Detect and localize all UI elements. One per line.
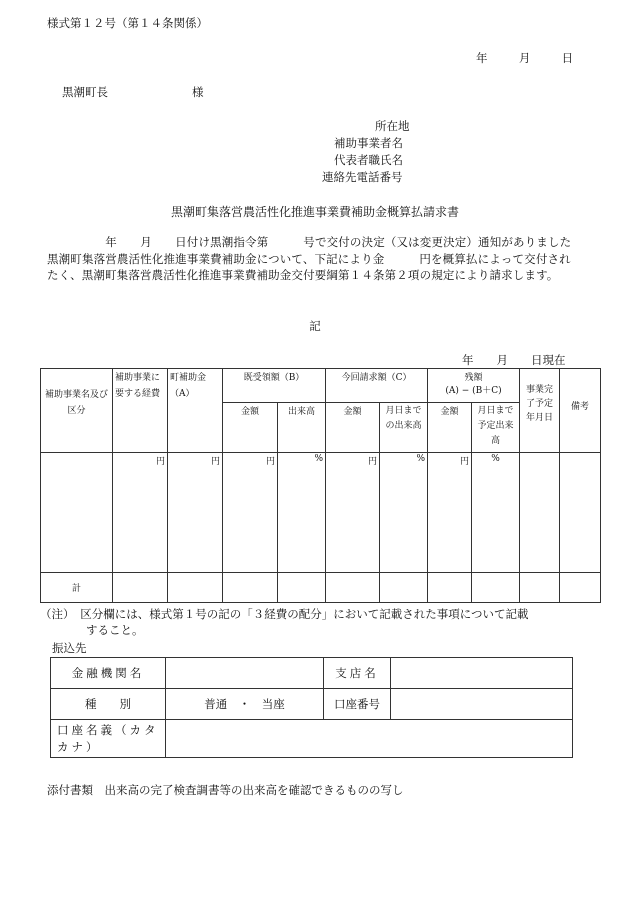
header-completion: 事業完了予定年月日 [520, 369, 560, 453]
bank-holder-label: 口座名義（カタカナ） [51, 720, 166, 758]
bank-institution-label: 金融機関名 [51, 658, 166, 689]
total-label: 計 [41, 573, 113, 603]
unit-town: 円 [168, 453, 223, 573]
bank-type-label: 種 別 [51, 689, 166, 720]
applicant-representative: 代表者職氏名 [334, 153, 403, 167]
addressee-name: 黒潮町長 [62, 85, 108, 99]
bank-type-value: 普通 ・ 当座 [166, 689, 324, 720]
bank-account-no-label: 口座番号 [324, 689, 391, 720]
header-remarks: 備考 [560, 369, 601, 453]
header-cost: 補助事業に要する経費 [113, 369, 168, 453]
bank-institution-value [166, 658, 324, 689]
sub-remain-amount: 金額 [428, 403, 472, 453]
note-line-2: すること。 [86, 623, 144, 637]
applicant-address: 所在地 [375, 119, 410, 133]
addressee-honorific: 様 [192, 85, 204, 99]
date-day: 日 [561, 51, 574, 65]
sub-received-progress: 出来高 [278, 403, 326, 453]
applicant-phone: 連絡先電話番号 [322, 170, 403, 184]
bank-account-no-value [391, 689, 573, 720]
document-title: 黒潮町集落営農活性化推進事業費補助金概算払請求書 [170, 205, 459, 219]
header-current: 今回請求額（C） [326, 369, 428, 403]
form-number: 様式第１２号（第１４条関係） [47, 16, 208, 30]
unit-remain-progress: % [472, 453, 520, 573]
sub-received-amount: 金額 [223, 403, 278, 453]
unit-remain-amount: 円 [428, 453, 472, 573]
bank-branch-label: 支店名 [324, 658, 391, 689]
note-line-1: （注） 区分欄には、様式第１号の記の「３経費の配分」において記載された事項について記載 [40, 607, 529, 621]
unit-current-amount: 円 [326, 453, 380, 573]
attachments: 添付書類 出来高の完了検査調書等の出来高を確認できるものの写し [47, 783, 404, 797]
transfer-label: 振込先 [52, 641, 87, 655]
sub-current-until: 月日までの出来高 [380, 403, 428, 453]
sub-remain-until: 月日まで予定出来高 [472, 403, 520, 453]
applicant-business-name: 補助事業者名 [334, 136, 403, 150]
as-of-date: 年 月 日現在 [462, 353, 566, 367]
sub-current-amount: 金額 [326, 403, 380, 453]
ki-heading: 記 [309, 319, 321, 333]
budget-table [40, 368, 601, 603]
note [40, 606, 529, 638]
unit-received-progress: % [278, 453, 326, 573]
unit-current-progress: % [380, 453, 428, 573]
addressee [62, 84, 204, 100]
date-line [476, 50, 573, 66]
date-year: 年 [476, 51, 488, 65]
header-received: 既受領額（B） [223, 369, 326, 403]
cell-remarks [560, 453, 601, 573]
header-remaining [428, 369, 520, 403]
unit-received-amount: 円 [223, 453, 278, 573]
request-body: 年 月 日付け黒潮指令第 号で交付の決定（又は変更決定）通知がありました黒潮町集落営農活性化推進事業費補助金について、下記により金 円を概算払によって交付されたく、黒潮町集落営農活性化推進事業費補助金交付要綱第１４条第２項の規定により請求します。 [47, 235, 572, 282]
date-month: 月 [518, 51, 531, 65]
header-remaining-label: 残額 [464, 373, 483, 383]
cell-project [41, 453, 113, 573]
header-remaining-formula: (A) − (B＋C) [445, 386, 502, 396]
header-project: 補助事業名及び区分 [41, 369, 113, 453]
bank-table [50, 657, 573, 758]
cell-completion [520, 453, 560, 573]
bank-holder-value [166, 720, 573, 758]
unit-cost: 円 [113, 453, 168, 573]
header-town-subsidy: 町補助金（A） [168, 369, 223, 453]
bank-branch-value [391, 658, 573, 689]
